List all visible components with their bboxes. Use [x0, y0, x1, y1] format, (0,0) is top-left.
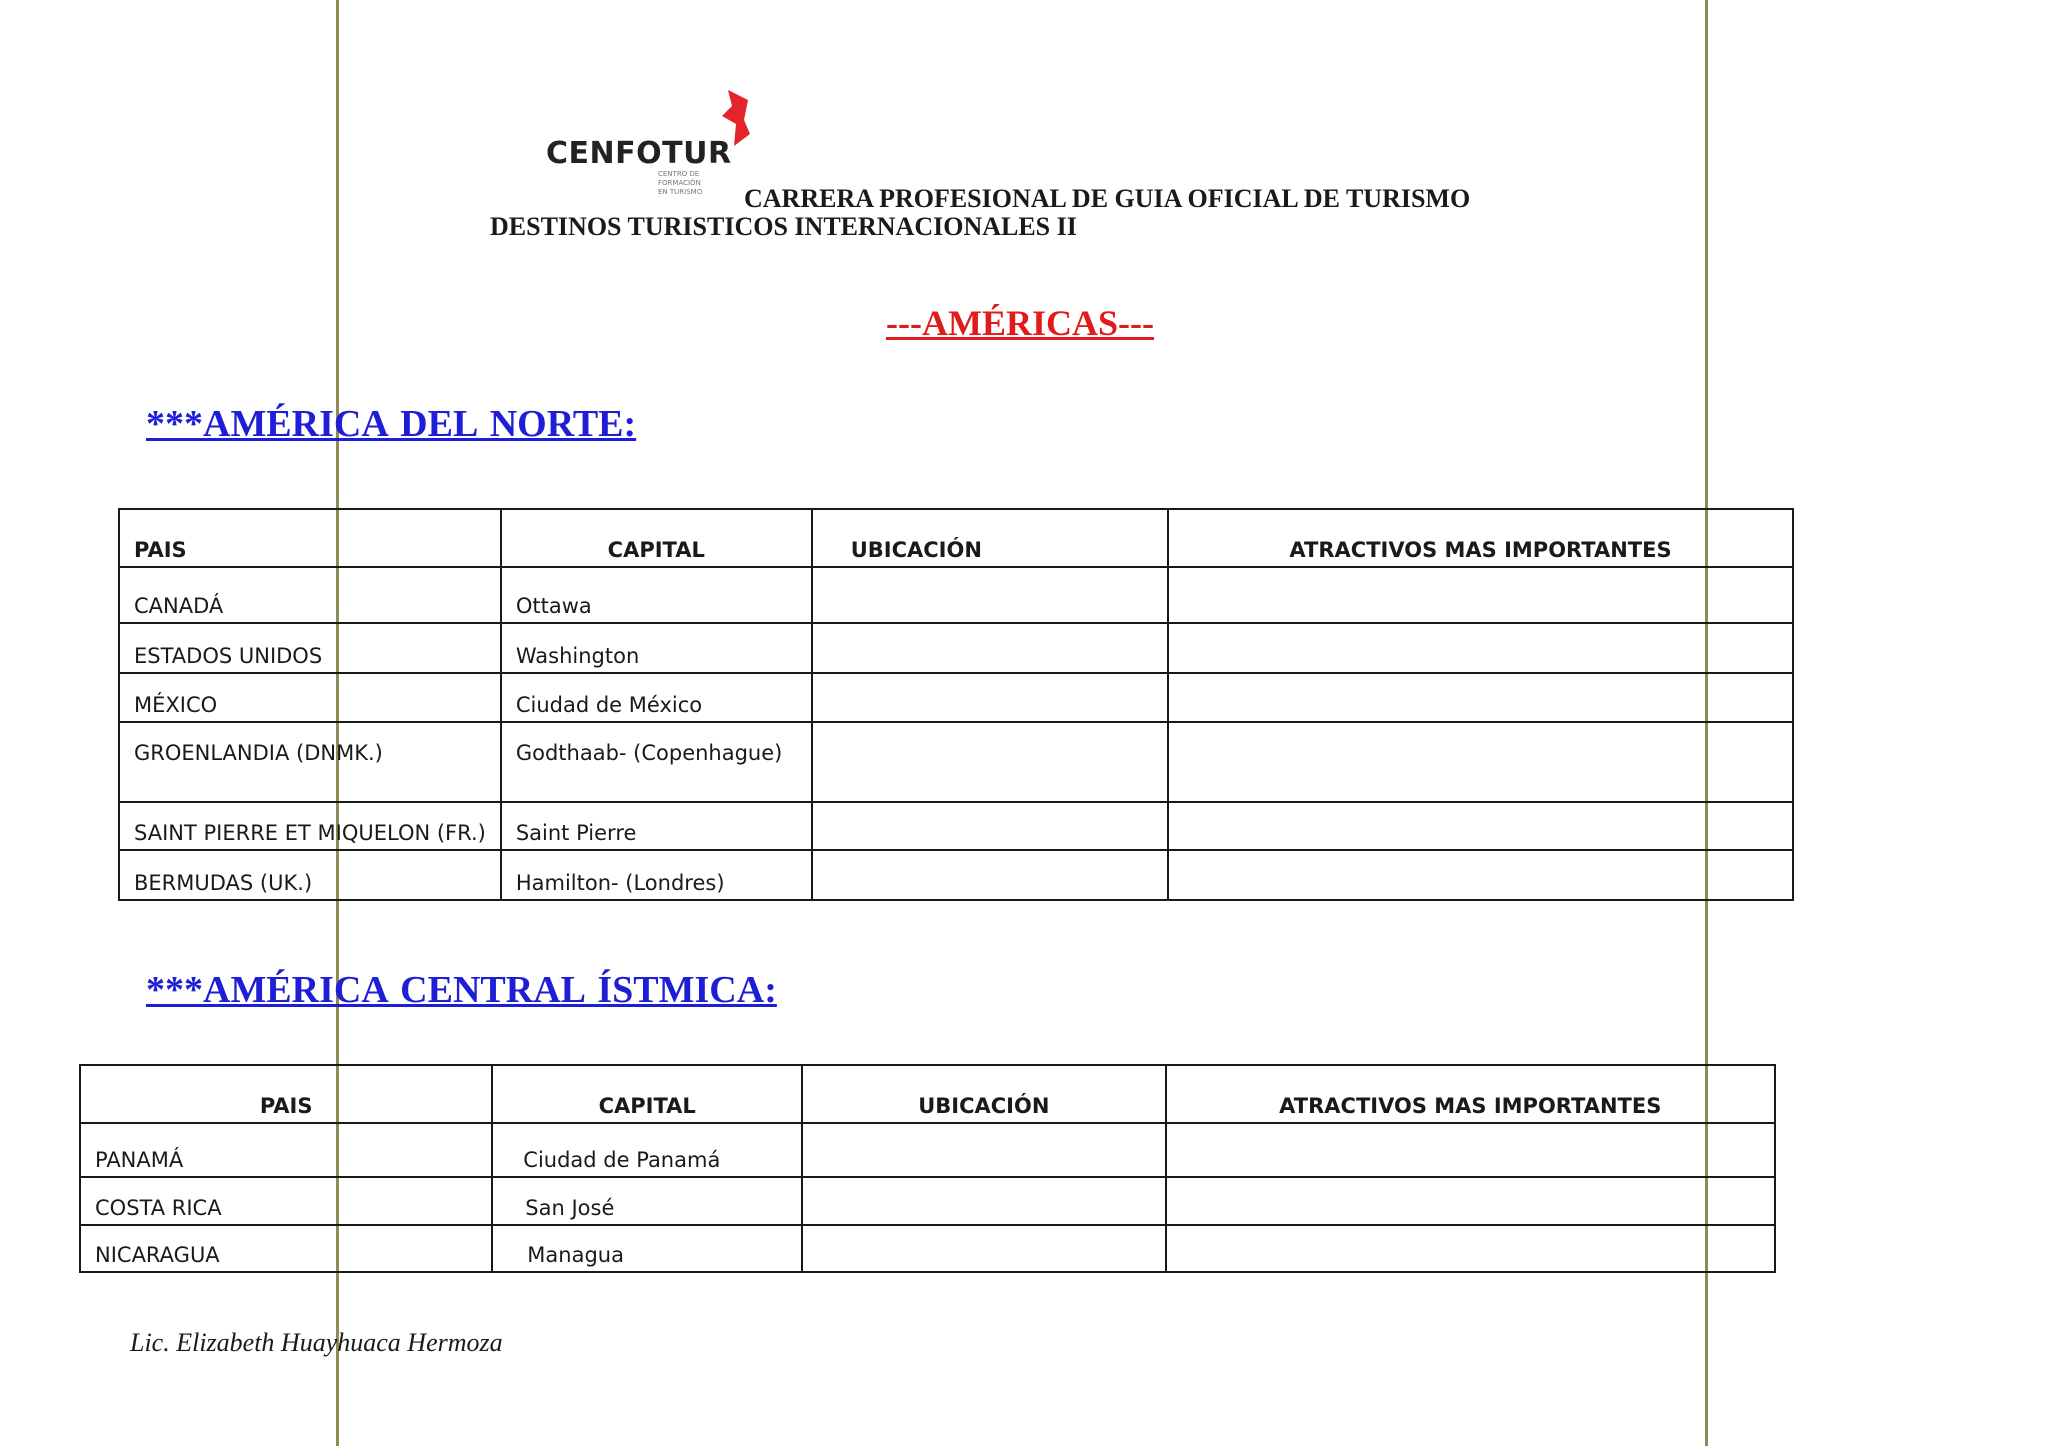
column-header-atractivos: ATRACTIVOS MAS IMPORTANTES — [1168, 509, 1793, 567]
table-header-row — [119, 509, 1793, 567]
cell-pais: CANADÁ — [119, 567, 501, 623]
cell-ubicacion[interactable] — [812, 722, 1168, 802]
table-row — [119, 567, 1793, 623]
cell-capital: Ciudad de Panamá — [492, 1123, 802, 1177]
cell-pais: BERMUDAS (UK.) — [119, 850, 501, 900]
cell-capital: Hamilton- (Londres) — [501, 850, 812, 900]
cell-ubicacion[interactable] — [812, 567, 1168, 623]
central-america-table — [79, 1064, 1776, 1273]
author-signature: Lic. Elizabeth Huayhuaca Hermoza — [130, 1328, 503, 1357]
column-header-atractivos: ATRACTIVOS MAS IMPORTANTES — [1166, 1065, 1775, 1123]
logo-tagline: CENTRO DE FORMACIÓN EN TURISMO — [658, 170, 703, 196]
cell-pais: GROENLANDIA (DNMK.) — [119, 722, 501, 802]
column-header-pais: PAIS — [119, 509, 501, 567]
column-header-ubicacion: UBICACIÓN — [812, 509, 1168, 567]
cell-pais: COSTA RICA — [80, 1177, 492, 1225]
cenfotur-logo — [546, 90, 756, 206]
header-course-title: DESTINOS TURISTICOS INTERNACIONALES II — [490, 212, 1077, 241]
cell-pais: SAINT PIERRE ET MIQUELON (FR.) — [119, 802, 501, 850]
cell-atractivos[interactable] — [1168, 673, 1793, 722]
cell-ubicacion[interactable] — [812, 623, 1168, 673]
column-header-ubicacion: UBICACIÓN — [802, 1065, 1165, 1123]
cell-capital: Saint Pierre — [501, 802, 812, 850]
cell-atractivos[interactable] — [1168, 722, 1793, 802]
cell-capital: Washington — [501, 623, 812, 673]
column-header-capital: CAPITAL — [501, 509, 812, 567]
cell-pais: MÉXICO — [119, 673, 501, 722]
header-career-title: CARRERA PROFESIONAL DE GUIA OFICIAL DE TURISMO — [744, 184, 1471, 213]
table-row — [80, 1123, 1775, 1177]
cell-ubicacion[interactable] — [812, 850, 1168, 900]
cell-atractivos[interactable] — [1168, 850, 1793, 900]
table-row — [80, 1225, 1775, 1272]
cell-ubicacion[interactable] — [812, 673, 1168, 722]
logo-wordmark: CENFOTUR — [546, 136, 732, 171]
cell-ubicacion[interactable] — [812, 802, 1168, 850]
table-header-row — [80, 1065, 1775, 1123]
cell-pais: ESTADOS UNIDOS — [119, 623, 501, 673]
table-row — [119, 623, 1793, 673]
cell-atractivos[interactable] — [1166, 1177, 1775, 1225]
cell-capital: San José — [492, 1177, 802, 1225]
north-america-table — [118, 508, 1794, 901]
cell-ubicacion[interactable] — [802, 1123, 1165, 1177]
section-heading-north-america: ***AMÉRICA DEL NORTE: — [146, 403, 637, 445]
cell-pais: PANAMÁ — [80, 1123, 492, 1177]
table-row — [119, 673, 1793, 722]
table-row — [119, 850, 1793, 900]
cell-atractivos[interactable] — [1166, 1123, 1775, 1177]
table-row — [119, 722, 1793, 802]
cell-atractivos[interactable] — [1168, 567, 1793, 623]
cell-capital: Ciudad de México — [501, 673, 812, 722]
page-title: ---AMÉRICAS--- — [886, 303, 1154, 343]
section-heading-central-america: ***AMÉRICA CENTRAL ÍSTMICA: — [146, 969, 777, 1011]
cell-capital: Godthaab- (Copenhague) — [501, 722, 812, 802]
cell-capital: Ottawa — [501, 567, 812, 623]
column-header-capital: CAPITAL — [492, 1065, 802, 1123]
cell-ubicacion[interactable] — [802, 1177, 1165, 1225]
cell-atractivos[interactable] — [1168, 802, 1793, 850]
cell-capital: Managua — [492, 1225, 802, 1272]
table-row — [80, 1177, 1775, 1225]
cell-atractivos[interactable] — [1168, 623, 1793, 673]
cell-pais: NICARAGUA — [80, 1225, 492, 1272]
column-header-pais: PAIS — [80, 1065, 492, 1123]
cell-atractivos[interactable] — [1166, 1225, 1775, 1272]
cell-ubicacion[interactable] — [802, 1225, 1165, 1272]
table-row — [119, 802, 1793, 850]
